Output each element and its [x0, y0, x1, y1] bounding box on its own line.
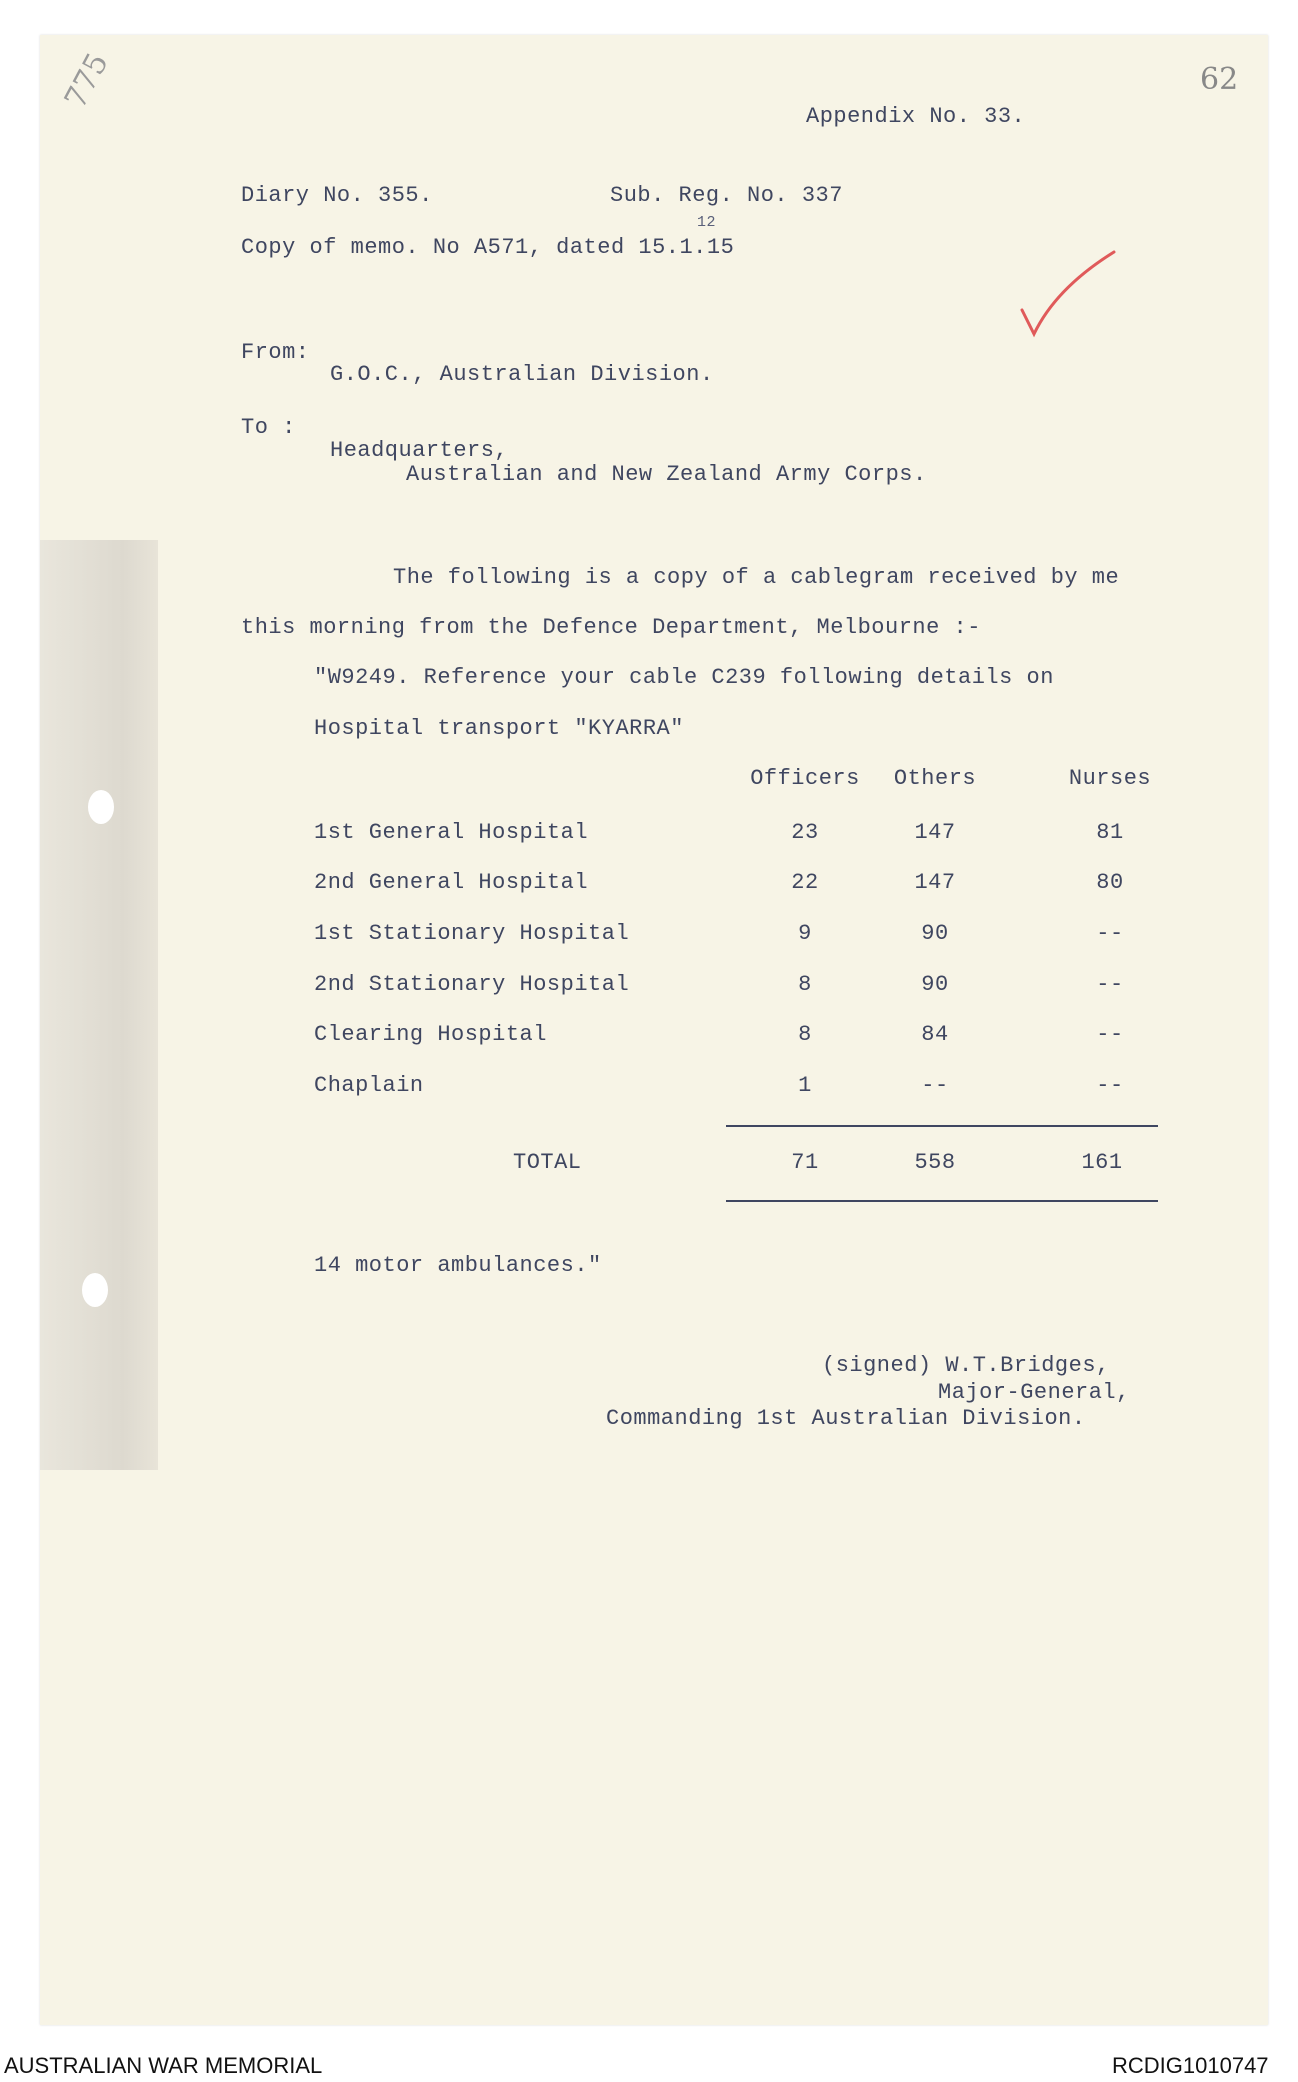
total-officers: 71 [791, 1150, 819, 1175]
row-nurses: 80 [1096, 870, 1124, 895]
signature-line-2: Major-General, [938, 1380, 1130, 1405]
row-officers: 23 [791, 820, 819, 845]
row-nurses: -- [1096, 921, 1124, 946]
cable-line-2: Hospital transport "KYARRA" [314, 716, 684, 741]
punch-hole-top [88, 790, 114, 824]
diary-number: Diary No. 355. [241, 183, 433, 208]
folio-number: 775 [58, 47, 116, 115]
row-officers: 22 [791, 870, 819, 895]
ambulances-line: 14 motor ambulances." [314, 1253, 602, 1278]
header-others: Others [893, 766, 977, 791]
row-nurses: -- [1096, 1073, 1124, 1098]
header-nurses: Nurses [1068, 766, 1152, 791]
punch-hole-bottom [82, 1273, 108, 1307]
total-others: 558 [914, 1150, 956, 1175]
from-value: G.O.C., Australian Division. [330, 362, 714, 387]
row-others: 90 [921, 972, 949, 997]
row-unit: Chaplain [314, 1073, 424, 1098]
total-rule-bottom [726, 1200, 1158, 1202]
row-others: 90 [921, 921, 949, 946]
row-nurses: -- [1096, 1022, 1124, 1047]
row-officers: 8 [798, 972, 812, 997]
from-label: From: [241, 340, 310, 365]
row-officers: 8 [798, 1022, 812, 1047]
row-nurses: 81 [1096, 820, 1124, 845]
memo-date-correction: 12 [697, 214, 717, 231]
row-unit: 1st General Hospital [314, 820, 589, 845]
sub-reg-number: Sub. Reg. No. 337 [610, 183, 843, 208]
signature-line-3: Commanding 1st Australian Division. [606, 1406, 1086, 1431]
total-label: TOTAL [513, 1150, 582, 1175]
page-number: 62 [1200, 62, 1239, 97]
row-officers: 9 [798, 921, 812, 946]
row-nurses: -- [1096, 972, 1124, 997]
total-rule-top [726, 1125, 1158, 1127]
footer-archive-name: AUSTRALIAN WAR MEMORIAL [4, 2053, 323, 2078]
row-officers: 1 [798, 1073, 812, 1098]
memo-reference: Copy of memo. No A571, dated 15.1.15 [241, 235, 735, 260]
header-officers: Officers [750, 766, 860, 791]
row-others: 84 [921, 1022, 949, 1047]
to-label: To : [241, 415, 296, 440]
binding-shadow [40, 540, 158, 1470]
row-unit: 1st Stationary Hospital [314, 921, 630, 946]
total-nurses: 161 [1081, 1150, 1123, 1175]
row-unit: Clearing Hospital [314, 1022, 547, 1047]
row-unit: 2nd Stationary Hospital [314, 972, 630, 997]
footer-item-id: RCDIG1010747 [1112, 2053, 1269, 2078]
row-others: 147 [914, 820, 956, 845]
body-line-2: this morning from the Defence Department, Melbourne :- [241, 615, 981, 640]
to-line-1: Headquarters, [330, 438, 509, 463]
cable-line-1: "W9249. Reference your cable C239 following details on [314, 665, 1054, 690]
appendix-number: Appendix No. 33. [806, 104, 1026, 129]
check-mark-icon [1018, 248, 1118, 338]
to-line-2: Australian and New Zealand Army Corps. [406, 462, 927, 487]
row-others: -- [921, 1073, 949, 1098]
row-others: 147 [914, 870, 956, 895]
row-unit: 2nd General Hospital [314, 870, 589, 895]
body-line-1: The following is a copy of a cablegram received by me [393, 565, 1120, 590]
signature-line-1: (signed) W.T.Bridges, [822, 1353, 1110, 1378]
